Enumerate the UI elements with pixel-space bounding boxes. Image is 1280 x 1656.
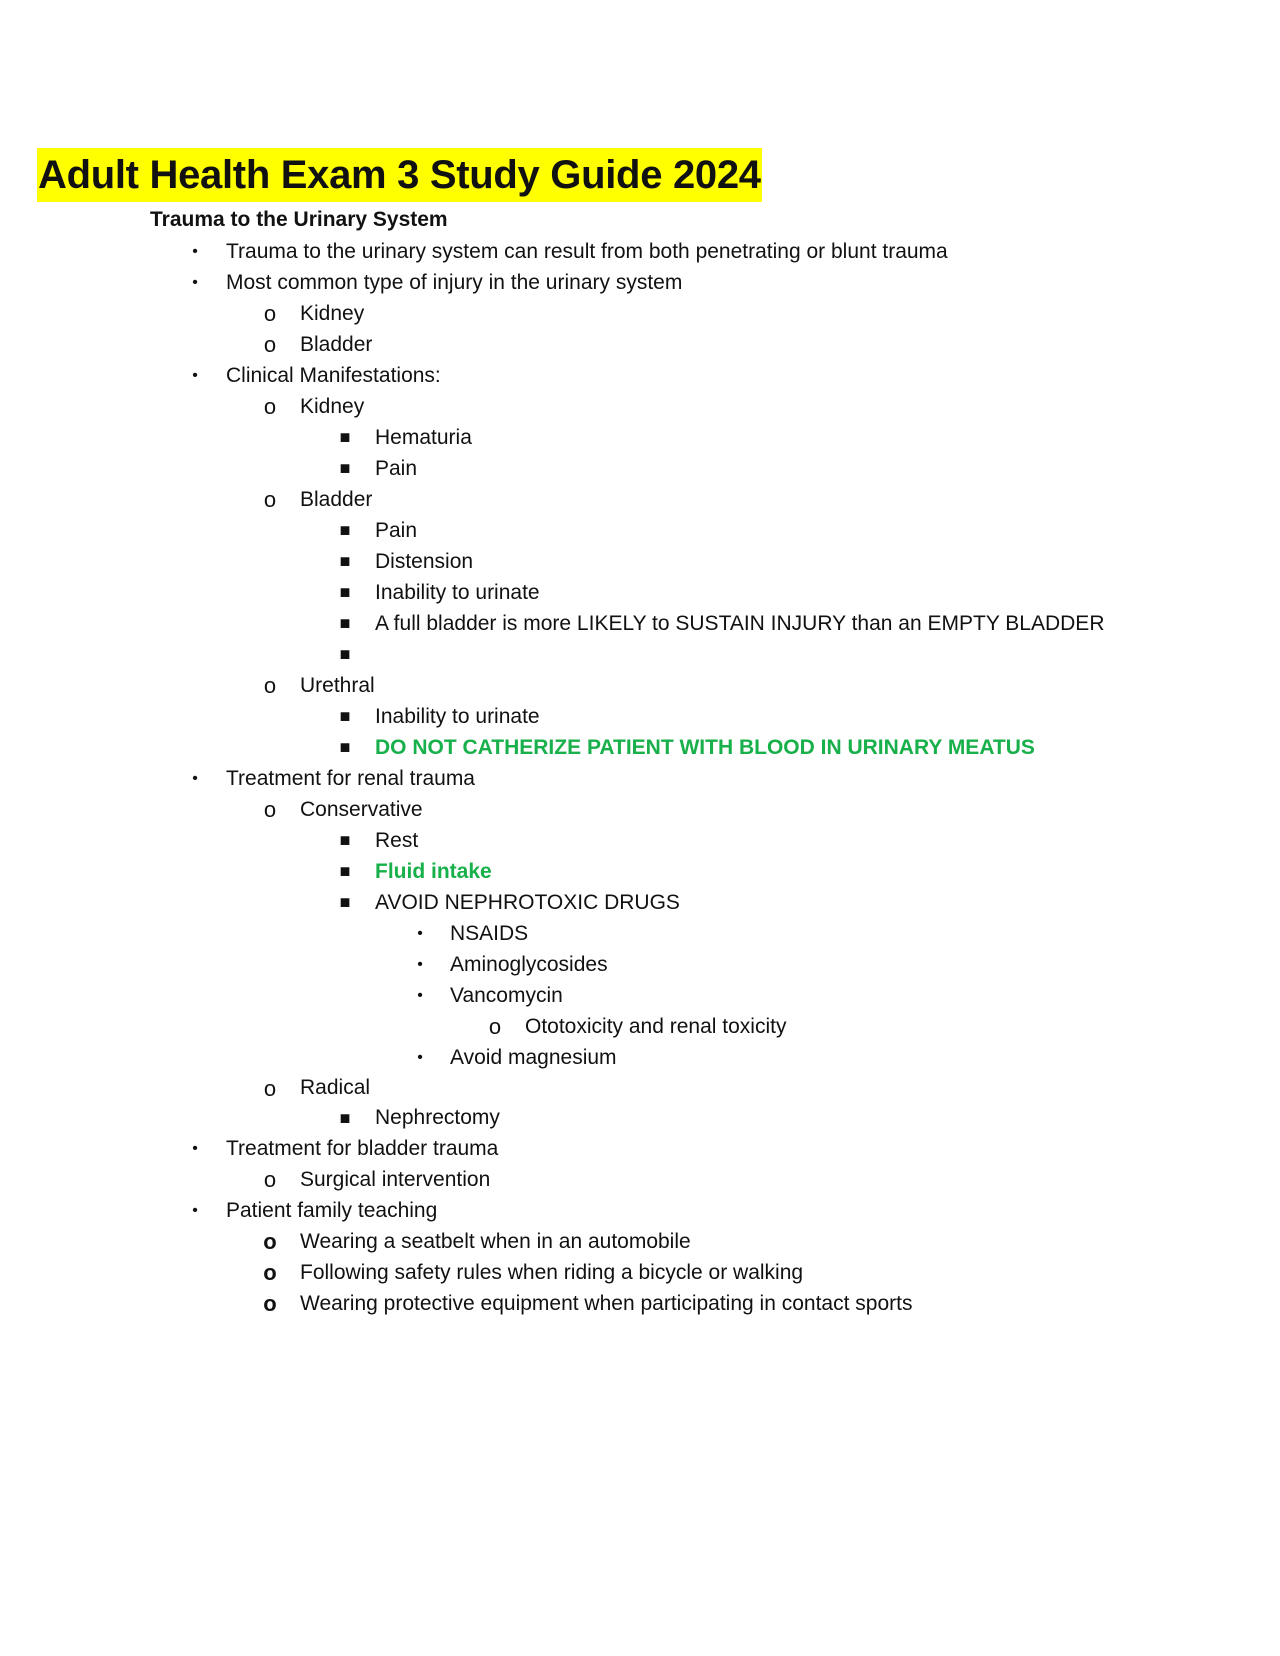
outline-item (0, 887, 1280, 918)
circle-bullet-icon: o (263, 1260, 277, 1285)
outline-item-text: Kidney (300, 302, 365, 325)
circle-bullet-icon: o (263, 487, 277, 512)
outline-item-text: Nephrectomy (375, 1106, 500, 1129)
bullet-icon: • (417, 1049, 423, 1066)
outline-item (0, 1133, 1280, 1164)
outline-item-text: Wearing a seatbelt when in an automobile (300, 1230, 691, 1253)
outline-item-text: Inability to urinate (375, 581, 540, 604)
outline-item (0, 825, 1280, 856)
outline-item (0, 484, 1280, 515)
outline-item (0, 236, 1280, 267)
outline-item-text: AVOID NEPHROTOXIC DRUGS (375, 891, 680, 914)
outline-item (0, 329, 1280, 360)
outline-item-text: Treatment for renal trauma (226, 767, 475, 790)
study-guide-outline (0, 236, 1280, 1319)
outline-item (0, 980, 1280, 1011)
outline-item (0, 453, 1280, 484)
circle-bullet-icon: o (263, 1291, 277, 1316)
outline-item (0, 546, 1280, 577)
square-bullet-icon: ■ (339, 458, 351, 478)
square-bullet-icon: ■ (339, 892, 351, 912)
square-bullet-icon: ■ (339, 737, 351, 757)
outline-item-text: Urethral (300, 674, 375, 697)
outline-item-text: Treatment for bladder trauma (226, 1137, 499, 1160)
outline-item-text: Fluid intake (375, 860, 492, 883)
circle-bullet-icon: o (263, 673, 277, 698)
square-bullet-icon: ■ (339, 706, 351, 726)
outline-item (0, 391, 1280, 422)
outline-item (0, 732, 1280, 763)
bullet-icon: • (192, 1202, 198, 1219)
circle-bullet-icon: o (488, 1014, 502, 1039)
circle-bullet-icon: o (263, 797, 277, 822)
outline-item (0, 701, 1280, 732)
bullet-icon: • (192, 1140, 198, 1157)
outline-item-text: Distension (375, 550, 474, 573)
bullet-icon: • (192, 367, 198, 384)
outline-item (0, 1073, 1280, 1103)
bullet-icon: • (192, 770, 198, 787)
outline-item (0, 639, 1280, 670)
document-title: Adult Health Exam 3 Study Guide 2024 (37, 148, 762, 202)
circle-bullet-icon: o (263, 1229, 277, 1254)
bullet-icon: • (417, 956, 423, 973)
outline-item-text: Conservative (300, 798, 423, 821)
square-bullet-icon: ■ (339, 551, 351, 571)
circle-bullet-icon: o (263, 332, 277, 357)
outline-item (0, 794, 1280, 825)
circle-bullet-icon: o (263, 394, 277, 419)
outline-item (0, 1257, 1280, 1288)
outline-item-text: Surgical intervention (300, 1168, 491, 1191)
outline-item-text: Pain (375, 519, 418, 542)
outline-item (0, 949, 1280, 980)
bullet-icon: • (417, 987, 423, 1004)
outline-item-text: Kidney (300, 395, 365, 418)
outline-item (0, 298, 1280, 329)
outline-item (0, 515, 1280, 546)
outline-item-text: Vancomycin (450, 984, 563, 1007)
outline-item-text: Trauma to the urinary system can result from both penetrating or blunt trauma (226, 240, 948, 263)
square-bullet-icon: ■ (339, 861, 351, 881)
outline-item-text: Bladder (300, 333, 373, 356)
outline-item-text: Most common type of injury in the urinary system (226, 271, 683, 294)
outline-item (0, 856, 1280, 887)
outline-item (0, 422, 1280, 453)
circle-bullet-icon: o (263, 1167, 277, 1192)
outline-item (0, 918, 1280, 949)
outline-item (0, 1011, 1280, 1042)
bullet-icon: • (192, 243, 198, 260)
outline-item-text: Avoid magnesium (450, 1046, 617, 1069)
outline-item (0, 577, 1280, 608)
outline-item-text: Inability to urinate (375, 705, 540, 728)
outline-item (0, 1195, 1280, 1226)
outline-item-text: A full bladder is more LIKELY to SUSTAIN INJURY than an EMPTY BLADDER (375, 612, 1105, 635)
outline-item (0, 267, 1280, 298)
outline-item-text: DO NOT CATHERIZE PATIENT WITH BLOOD IN URINARY MEATUS (375, 736, 1035, 759)
outline-item (0, 1164, 1280, 1195)
outline-item (0, 608, 1280, 639)
outline-item-text: Wearing protective equipment when participating in contact sports (300, 1292, 913, 1315)
square-bullet-icon: ■ (339, 644, 351, 664)
outline-item-text: Aminoglycosides (450, 953, 608, 976)
outline-item-text: Rest (375, 829, 419, 852)
circle-bullet-icon: o (263, 1076, 277, 1101)
outline-item (0, 1288, 1280, 1319)
outline-item (0, 1103, 1280, 1133)
outline-item-text: Bladder (300, 488, 373, 511)
square-bullet-icon: ■ (339, 613, 351, 633)
outline-item-text: Clinical Manifestations: (226, 364, 441, 387)
bullet-icon: • (192, 274, 198, 291)
outline-item-text: Patient family teaching (226, 1199, 438, 1222)
outline-item-text: Radical (300, 1076, 371, 1099)
outline-item (0, 360, 1280, 391)
outline-item (0, 1226, 1280, 1257)
outline-item-text: Ototoxicity and renal toxicity (525, 1015, 787, 1038)
outline-item (0, 763, 1280, 794)
square-bullet-icon: ■ (339, 520, 351, 540)
section-heading: Trauma to the Urinary System (150, 208, 448, 231)
square-bullet-icon: ■ (339, 1108, 351, 1128)
circle-bullet-icon: o (263, 301, 277, 326)
outline-item-text: Hematuria (375, 426, 472, 449)
outline-item-text: Following safety rules when riding a bicycle or walking (300, 1261, 804, 1284)
square-bullet-icon: ■ (339, 830, 351, 850)
square-bullet-icon: ■ (339, 427, 351, 447)
square-bullet-icon: ■ (339, 582, 351, 602)
bullet-icon: • (417, 925, 423, 942)
outline-item (0, 670, 1280, 701)
outline-item (0, 1042, 1280, 1073)
outline-item-text: Pain (375, 457, 418, 480)
outline-item-text: NSAIDS (450, 922, 529, 945)
